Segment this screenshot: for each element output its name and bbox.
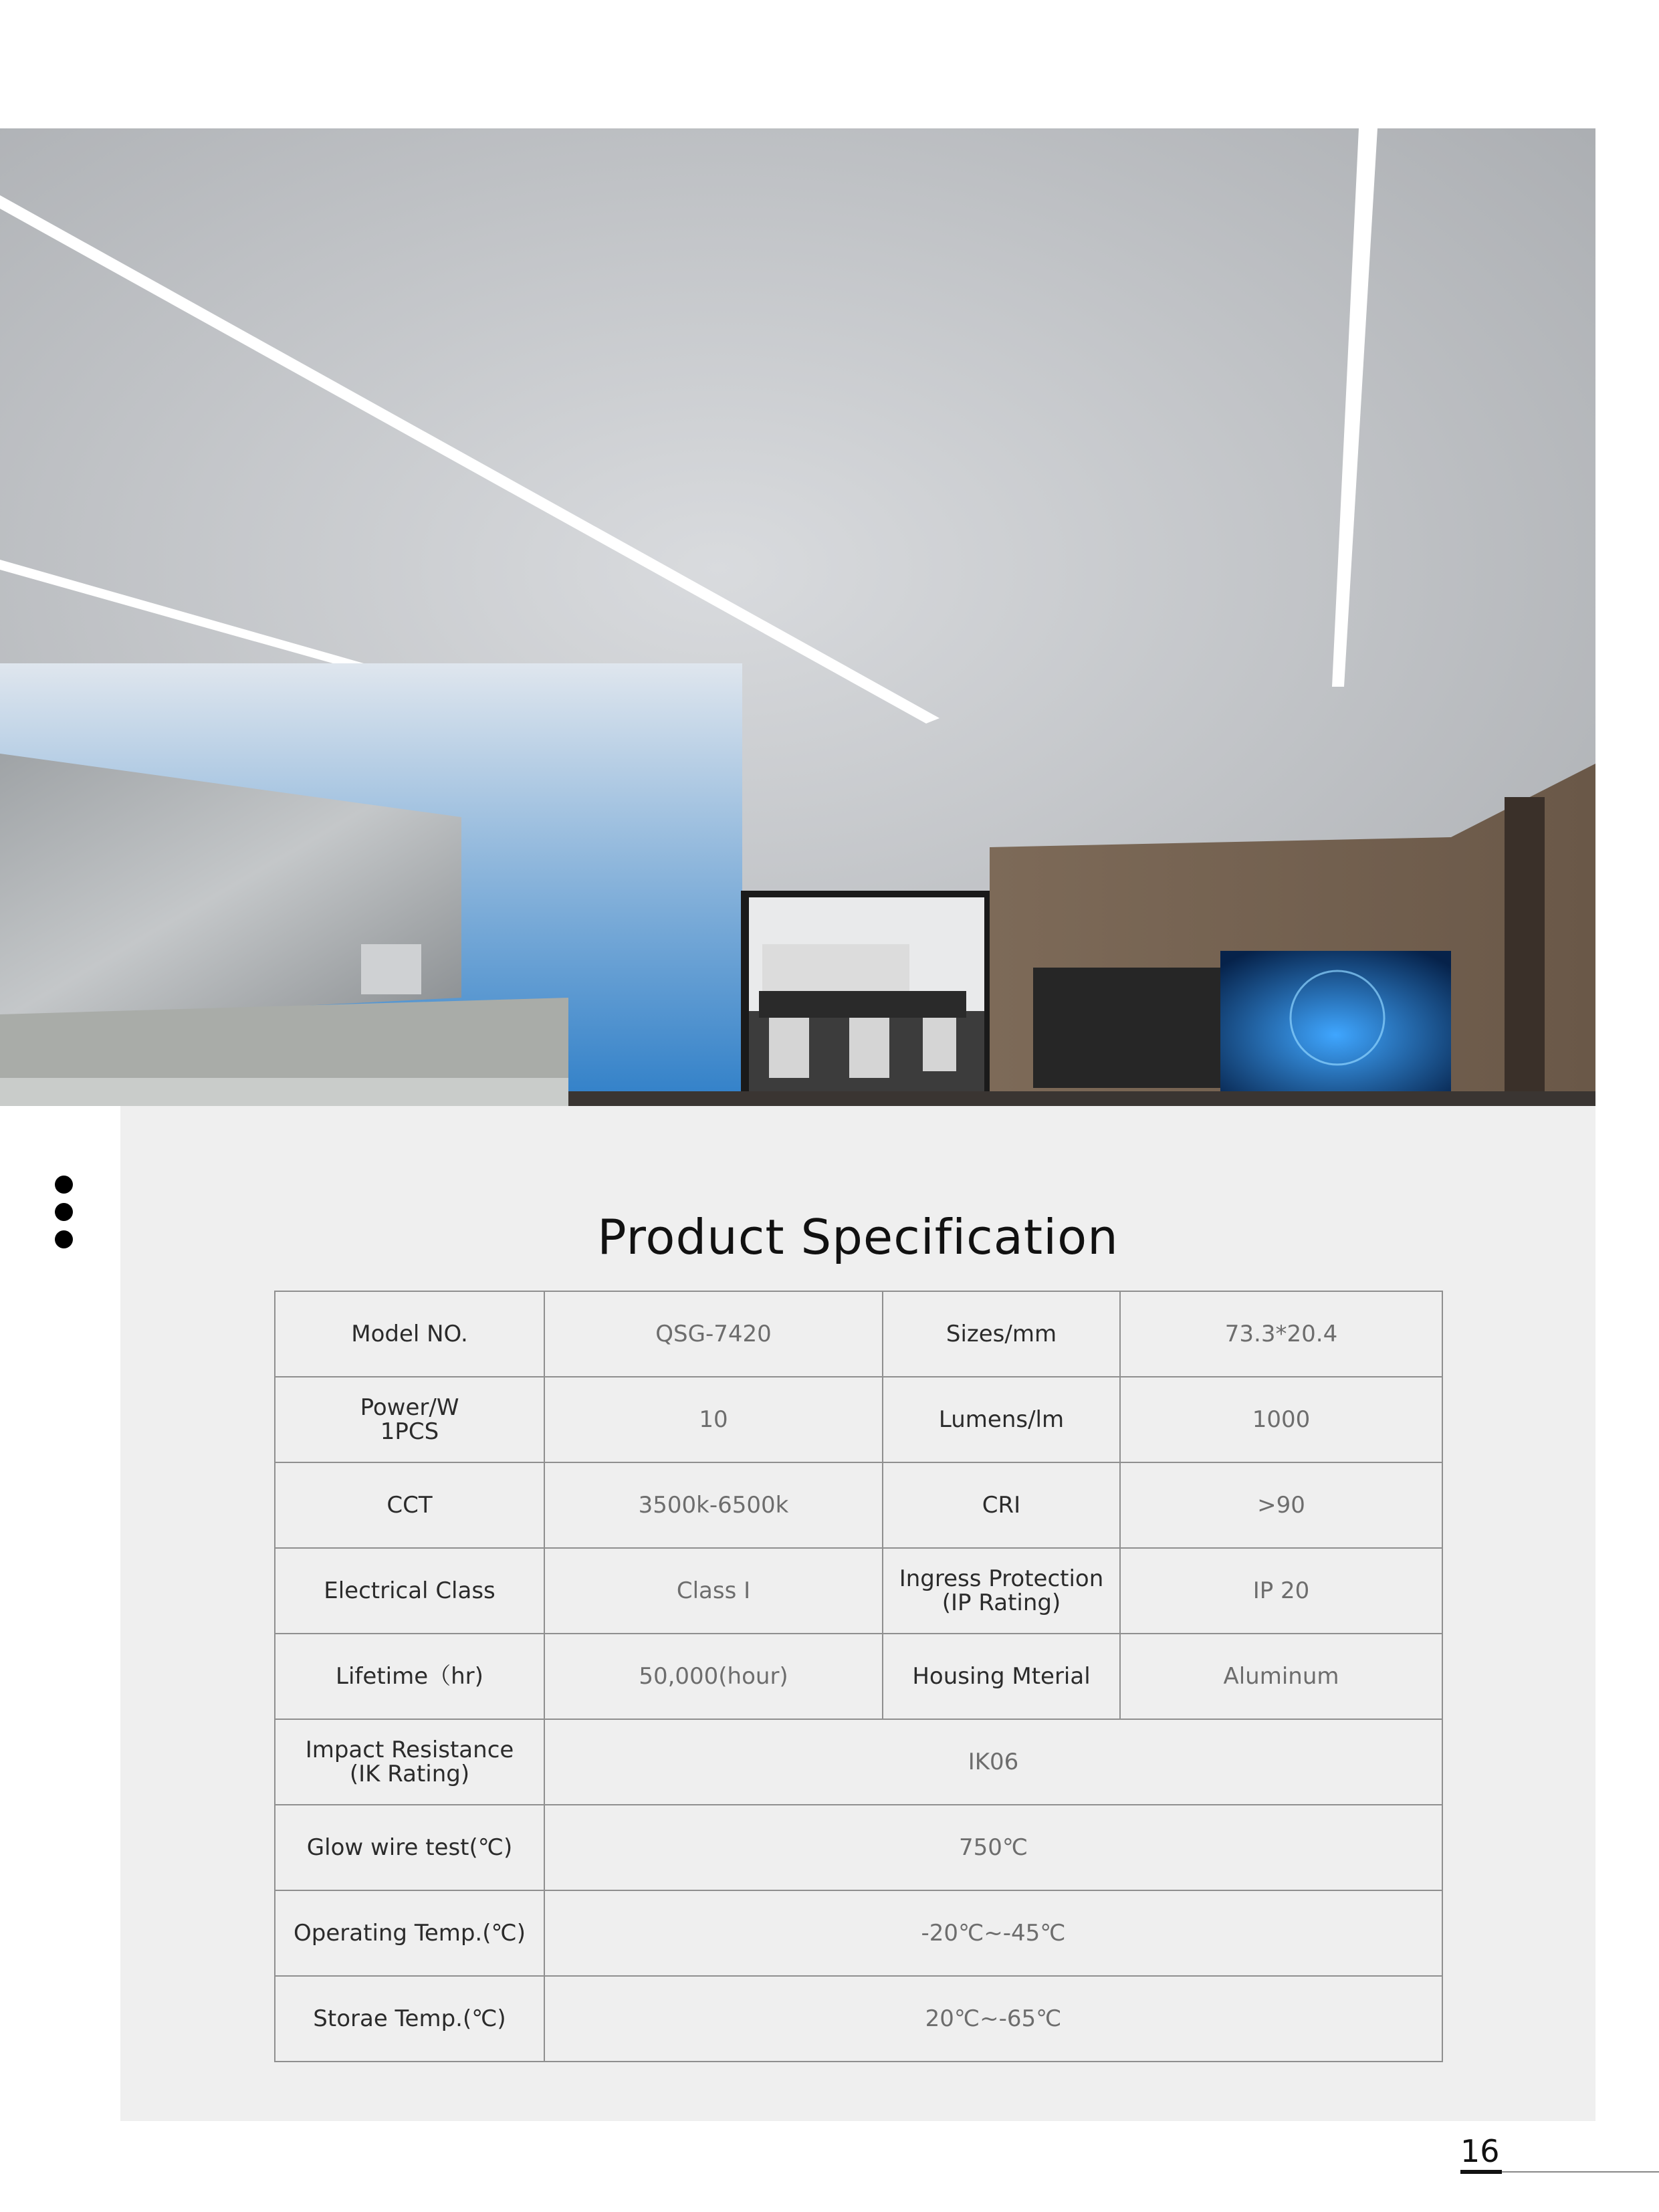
spec-label-line: 1PCS <box>380 1418 439 1445</box>
table-row <box>275 1976 1442 2062</box>
spec-label-line: Glow wire test(℃) <box>306 1834 513 1861</box>
spec-value-cell: 750℃ <box>544 1805 1442 1890</box>
spec-label-line: (IP Rating) <box>942 1589 1061 1616</box>
spec-value-cell: Aluminum <box>1120 1634 1442 1719</box>
table-row <box>275 1805 1442 1890</box>
spec-label-cell <box>275 1377 544 1462</box>
spec-value-cell: >90 <box>1120 1462 1442 1548</box>
spec-label-cell <box>883 1462 1120 1548</box>
spec-label-line: Operating Temp.(℃) <box>294 1920 526 1947</box>
table-row <box>275 1377 1442 1462</box>
spec-label-line: (IK Rating) <box>349 1761 470 1787</box>
dot-icon <box>55 1176 73 1194</box>
spec-value-cell: -20℃~-45℃ <box>544 1890 1442 1976</box>
page-number-underline <box>1460 2170 1502 2174</box>
page-footer-rule <box>1502 2171 1659 2173</box>
spec-label-cell <box>275 1805 544 1890</box>
page-title: Product Specification <box>597 1209 1119 1266</box>
spec-label-cell <box>275 1890 544 1976</box>
spec-label-line: Power/W <box>360 1394 459 1421</box>
table-row <box>275 1719 1442 1805</box>
spec-label-cell <box>275 1291 544 1377</box>
spec-value-cell: 73.3*20.4 <box>1120 1291 1442 1377</box>
spec-label-cell <box>883 1377 1120 1462</box>
spec-label-cell <box>275 1976 544 2062</box>
spec-label-cell <box>883 1548 1120 1634</box>
spec-value-cell: 20℃~-65℃ <box>544 1976 1442 2062</box>
table-row <box>275 1890 1442 1976</box>
spec-label-cell <box>883 1634 1120 1719</box>
table-row <box>275 1291 1442 1377</box>
spec-label-cell <box>275 1462 544 1548</box>
spec-label-cell <box>275 1634 544 1719</box>
spec-label-line: Housing Mterial <box>912 1663 1091 1690</box>
table-row <box>275 1462 1442 1548</box>
spec-value-cell: IP 20 <box>1120 1548 1442 1634</box>
table-row <box>275 1548 1442 1634</box>
page-number: 16 <box>1460 2133 1500 2169</box>
spec-label-line: Sizes/mm <box>946 1321 1057 1347</box>
dot-icon <box>55 1203 73 1221</box>
table-row <box>275 1634 1442 1719</box>
spec-table <box>274 1291 1443 2062</box>
spec-table-body <box>275 1291 1442 2062</box>
spec-label-line: Model NO. <box>351 1321 468 1347</box>
spec-label-cell <box>275 1548 544 1634</box>
spec-value-cell: IK06 <box>544 1719 1442 1805</box>
decorative-dots <box>55 1176 75 1258</box>
spec-label-line: Electrical Class <box>324 1577 495 1604</box>
spec-label-line: CCT <box>386 1492 433 1519</box>
spec-label-line: Storae Temp.(℃) <box>313 2005 506 2032</box>
dot-icon <box>55 1230 73 1248</box>
spec-label-cell <box>883 1291 1120 1377</box>
spec-label-line: Lumens/lm <box>938 1406 1065 1433</box>
spec-label-line: Ingress Protection <box>899 1565 1104 1592</box>
spec-label-line: CRI <box>982 1492 1021 1519</box>
spec-value-cell: 3500k-6500k <box>544 1462 883 1548</box>
spec-value-cell: QSG-7420 <box>544 1291 883 1377</box>
office-interior-photo <box>0 128 1595 1106</box>
spec-label-line: Impact Resistance <box>305 1737 514 1763</box>
spec-value-cell: 10 <box>544 1377 883 1462</box>
spec-label-cell <box>275 1719 544 1805</box>
spec-value-cell: 50,000(hour) <box>544 1634 883 1719</box>
spec-label-line: Lifetime（hr) <box>336 1663 483 1690</box>
spec-value-cell: 1000 <box>1120 1377 1442 1462</box>
office-interior-illustration <box>0 128 1595 1106</box>
spec-value-cell: Class I <box>544 1548 883 1634</box>
